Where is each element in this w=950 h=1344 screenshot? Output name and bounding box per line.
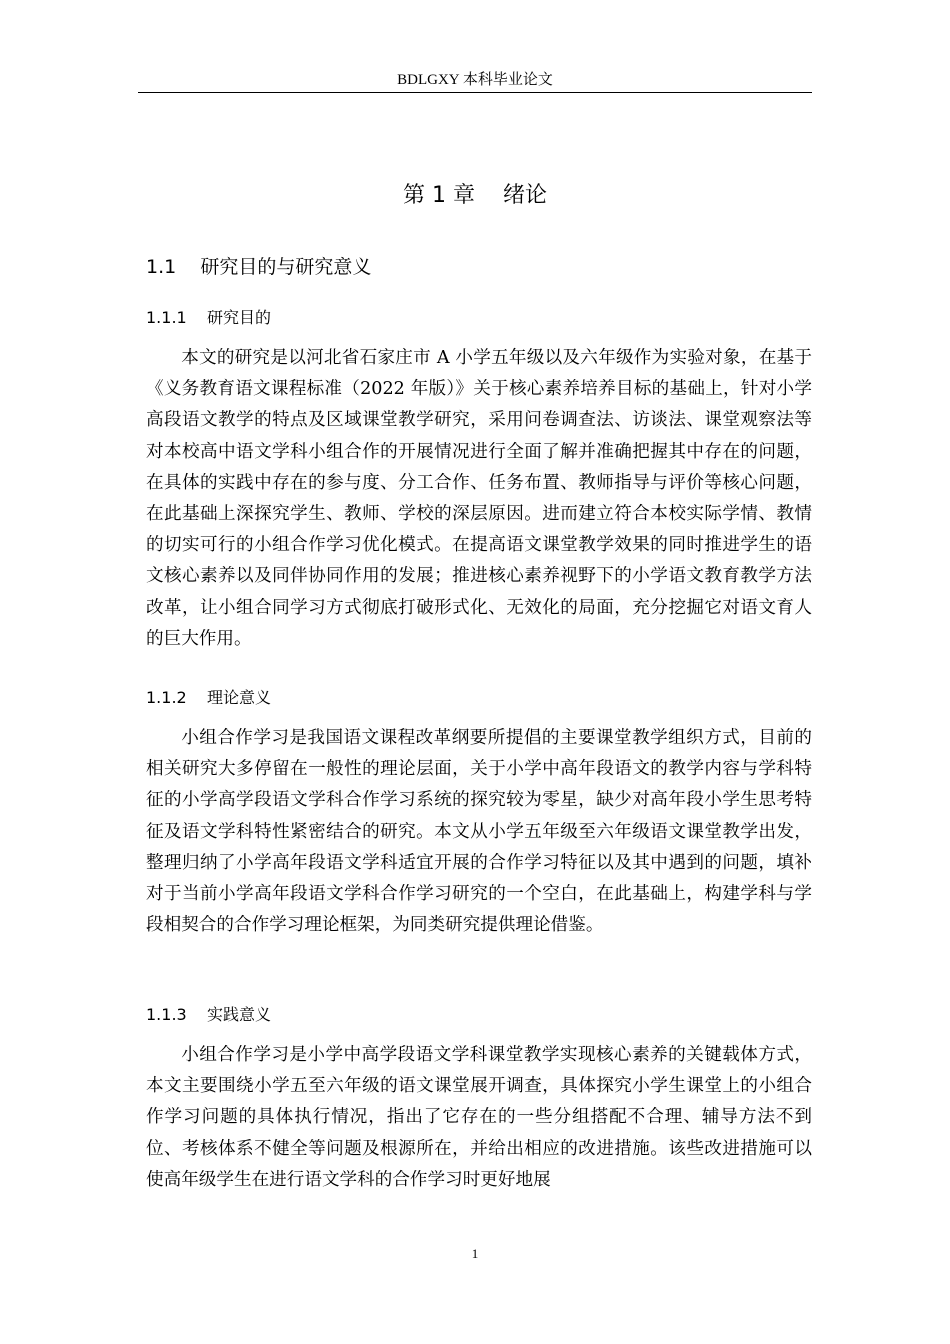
section-heading-1-1: 1.1 研究目的与研究意义 bbox=[146, 256, 372, 278]
running-header: BDLGXY 本科毕业论文 bbox=[397, 72, 553, 88]
subsection-heading-1-1-2: 1.1.2 理论意义 bbox=[146, 688, 272, 707]
paragraph-practical-significance: 小组合作学习是小学中高学段语文学科课堂教学实现核心素养的关键载体方式，本文主要围绕小学五至六年级的语文课堂展开调查，具体探究小学生课堂上的小组合作学习问题的具体执行情况，指出了它存在的一些分组搭配不合理、辅导方法不到位、考核体系不健全等问题及根源所在，并给出相应的改进措施。该些改进措施可以使高年级学生在进行语文学科的合作学习时更好地展 bbox=[146, 1045, 812, 1190]
paragraph-theoretical-significance: 小组合作学习是我国语文课程改革纲要所提倡的主要课堂教学组织方式，目前的相关研究大多停留在一般性的理论层面，关于小学中高年段语文的教学内容与学科特征的小学高学段语文学科合作学习系统的探究较为零星，缺少对高年段小学生思考特征及语文学科特性紧密结合的研究。本文从小学五年级至六年级语文课堂教学出发，整理归纳了小学高年段语文学科适宜开展的合作学习特征以及其中遇到的问题，填补对于当前小学高年段语文学科合作学习研究的一个空白，在此基础上，构建学科与学段相契合的合作学习理论框架，为同类研究提供理论借鉴。 bbox=[146, 728, 812, 936]
header-rule bbox=[138, 92, 812, 93]
paragraph-research-purpose: 本文的研究是以河北省石家庄市 A 小学五年级以及六年级作为实验对象，在基于《义务教育语文课程标准（2022 年版）》关于核心素养培养目标的基础上，针对小学高段语文教学的特点及区域课堂教学研究，采用问卷调查法、访谈法、课堂观察法等对本校高中语文学科小组合作的开展情况进行全面了解并准确把握其中存在的问题，在具体的实践中存在的参与度、分工合作、任务布置、教师指导与评价等核心问题，在此基础上深探究学生、教师、学校的深层原因。进而建立符合本校实际学情、教情的切实可行的小组合作学习优化模式。在提高语文课堂教学效果的同时推进学生的语文核心素养以及同伴协同作用的发展；推进核心素养视野下的小学语文教育教学方法改革，让小组合同学习方式彻底打破形式化、无效化的局面，充分挖掘它对语文育人的巨大作用。 bbox=[146, 348, 812, 649]
subsection-heading-1-1-1: 1.1.1 研究目的 bbox=[146, 308, 272, 327]
subsection-heading-1-1-3: 1.1.3 实践意义 bbox=[146, 1005, 272, 1024]
chapter-title: 第 1 章 绪论 bbox=[403, 183, 547, 208]
page-number: 1 bbox=[471, 1246, 479, 1261]
